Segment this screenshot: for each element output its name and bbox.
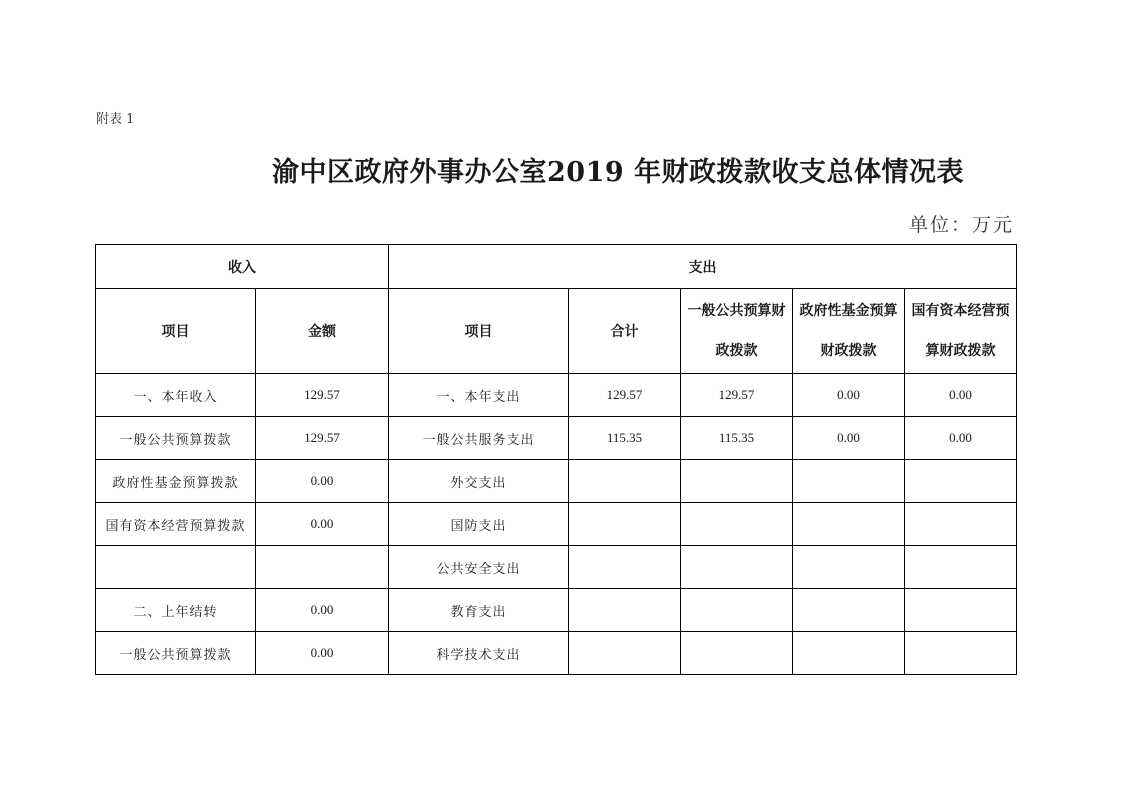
income-amount-cell — [256, 546, 389, 589]
income-amount-cell: 129.57 — [256, 374, 389, 417]
state-capital-cell — [905, 460, 1017, 503]
total-cell: 129.57 — [569, 374, 681, 417]
income-item-cell: 国有资本经营预算拨款 — [96, 503, 256, 546]
state-capital-cell — [905, 589, 1017, 632]
table-header-row-columns — [96, 289, 1017, 374]
gov-fund-cell — [793, 589, 905, 632]
expense-item-cell: 外交支出 — [389, 460, 569, 503]
income-amount-header: 金额 — [256, 289, 389, 374]
table-row — [96, 417, 1017, 460]
table-row — [96, 503, 1017, 546]
table-row — [96, 632, 1017, 675]
expense-group-header: 支出 — [389, 245, 1017, 289]
state-capital-cell: 0.00 — [905, 417, 1017, 460]
budget-table — [95, 244, 1017, 675]
general-budget-cell — [681, 546, 793, 589]
total-cell — [569, 546, 681, 589]
income-item-cell: 二、上年结转 — [96, 589, 256, 632]
income-amount-cell: 0.00 — [256, 632, 389, 675]
gov-fund-cell: 0.00 — [793, 374, 905, 417]
table-header-row-group — [96, 245, 1017, 289]
gov-fund-cell: 0.00 — [793, 417, 905, 460]
total-cell — [569, 503, 681, 546]
general-budget-cell — [681, 503, 793, 546]
attachment-label: 附表 1 — [96, 112, 135, 127]
state-capital-cell — [905, 546, 1017, 589]
unit-label: 单位：万元 — [908, 214, 1014, 236]
state-capital-budget-header: 国有资本经营预算财政拨款 — [905, 289, 1017, 374]
general-budget-header: 一般公共预算财政拨款 — [681, 289, 793, 374]
expense-item-cell: 公共安全支出 — [389, 546, 569, 589]
income-item-cell: 一般公共预算拨款 — [96, 417, 256, 460]
table-row — [96, 374, 1017, 417]
gov-fund-cell — [793, 546, 905, 589]
table-row — [96, 589, 1017, 632]
income-item-cell — [96, 546, 256, 589]
income-item-cell: 一般公共预算拨款 — [96, 632, 256, 675]
income-amount-cell: 0.00 — [256, 503, 389, 546]
state-capital-cell: 0.00 — [905, 374, 1017, 417]
expense-item-header: 项目 — [389, 289, 569, 374]
income-group-header: 收入 — [96, 245, 389, 289]
general-budget-cell: 115.35 — [681, 417, 793, 460]
document-title: 渝中区政府外事办公室2019 年财政拨款收支总体情况表 — [272, 157, 965, 188]
expense-item-cell: 一、本年支出 — [389, 374, 569, 417]
state-capital-cell — [905, 503, 1017, 546]
general-budget-cell — [681, 589, 793, 632]
gov-fund-cell — [793, 632, 905, 675]
general-budget-cell — [681, 632, 793, 675]
table-row — [96, 546, 1017, 589]
state-capital-cell — [905, 632, 1017, 675]
expense-item-cell: 国防支出 — [389, 503, 569, 546]
income-amount-cell: 129.57 — [256, 417, 389, 460]
income-amount-cell: 0.00 — [256, 460, 389, 503]
income-item-cell: 一、本年收入 — [96, 374, 256, 417]
expense-item-cell: 一般公共服务支出 — [389, 417, 569, 460]
income-item-header: 项目 — [96, 289, 256, 374]
gov-fund-budget-header: 政府性基金预算财政拨款 — [793, 289, 905, 374]
general-budget-cell — [681, 460, 793, 503]
income-item-cell: 政府性基金预算拨款 — [96, 460, 256, 503]
table-row — [96, 460, 1017, 503]
total-header: 合计 — [569, 289, 681, 374]
expense-item-cell: 科学技术支出 — [389, 632, 569, 675]
gov-fund-cell — [793, 460, 905, 503]
general-budget-cell: 129.57 — [681, 374, 793, 417]
gov-fund-cell — [793, 503, 905, 546]
expense-item-cell: 教育支出 — [389, 589, 569, 632]
income-amount-cell: 0.00 — [256, 589, 389, 632]
total-cell — [569, 632, 681, 675]
total-cell — [569, 589, 681, 632]
total-cell: 115.35 — [569, 417, 681, 460]
total-cell — [569, 460, 681, 503]
